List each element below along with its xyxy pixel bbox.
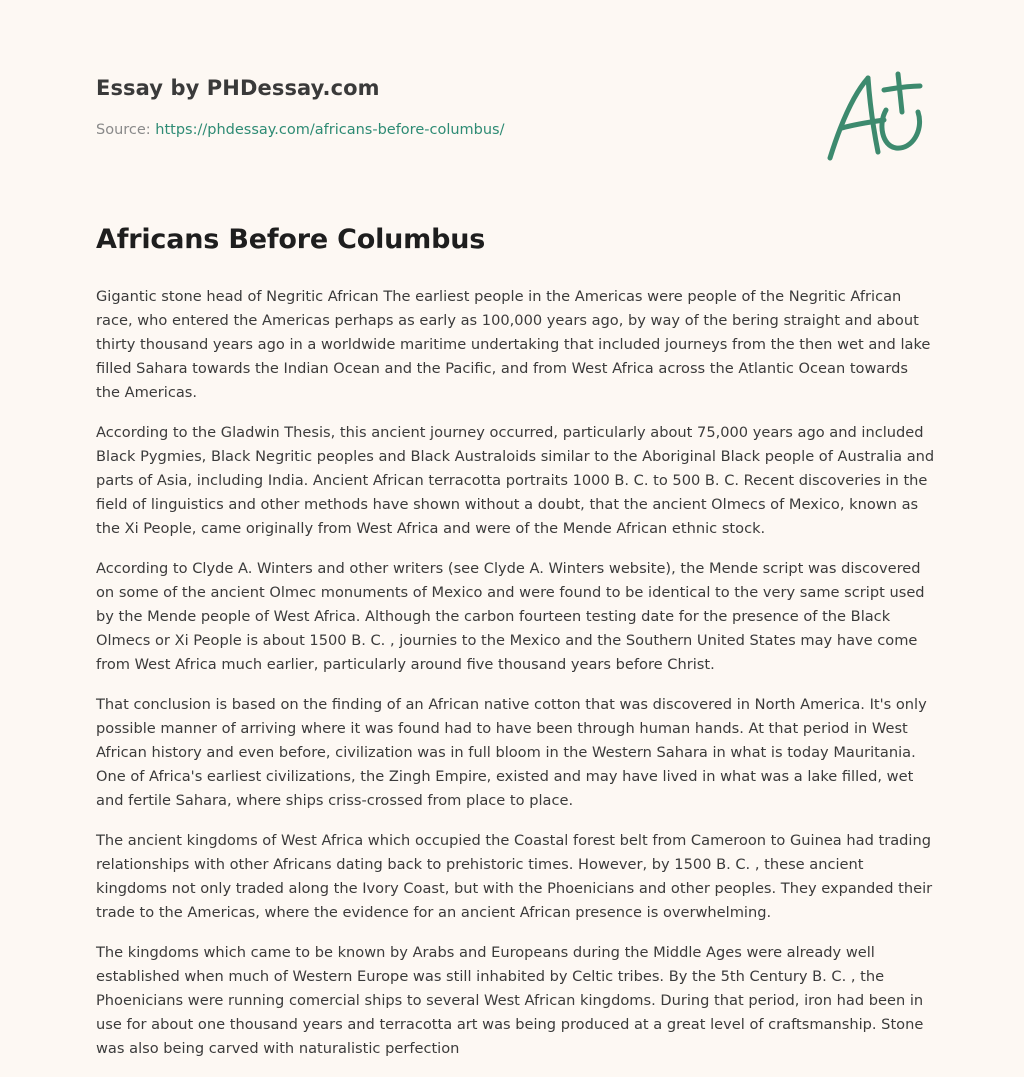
article-paragraph: The ancient kingdoms of West Africa which occupied the Coastal forest belt from Cameroon to Guinea had trading relationships with other Africans dating back to prehistoric times. However, by 1500 B. C. , these ancient kingdoms not only traded along the Ivory Coast, but with the Phoenicians and other peoples. They expanded their trade to the Americas, where the evidence for an ancient African presence is overwhelming. — [96, 832, 933, 921]
article-title: Africans Before Columbus — [96, 224, 486, 255]
source-label: Source: — [96, 122, 156, 138]
article-paragraph: The kingdoms which came to be known by Arabs and Europeans during the Middle Ages were already well established when much of Western Europe was still inhabited by Celtic tribes. By the 5th Century B. C. , the Phoenicians were running comercial ships to several West African kingdoms. During that period, iron had been in use for about one thousand years and terracotta art was being produced at a great level of craftsmanship. Stone was also being carved with naturalistic perfection — [96, 944, 924, 1057]
essay-header — [96, 76, 796, 138]
source-line — [96, 122, 796, 138]
article-paragraph: That conclusion is based on the finding of an African native cotton that was discovered in North America. It's only possible manner of arriving where it was found had to have been through human hands. At that period in West African history and even before, civilization was in full bloom in the Western Sahara in what is today Mauritania. One of Africa's earliest civilizations, the Zingh Empire, existed and may have lived in what was a lake filled, wet and fertile Sahara, where ships criss-crossed from place to place. — [96, 696, 927, 809]
article-body — [96, 285, 936, 1077]
a-plus-icon — [820, 66, 930, 166]
article-paragraph: According to Clyde A. Winters and other writers (see Clyde A. Winters website), the Mende script was discovered on some of the ancient Olmec monuments of Mexico and were found to be identical to the very same script used by the Mende people of West Africa. Although the carbon fourteen testing date for the presence of the Black Olmecs or Xi People is about 1500 B. C. , journies to the Mexico and the Southern United States may have come from West Africa much earlier, particularly around five thousand years before Christ. — [96, 560, 925, 673]
article-paragraph: Gigantic stone head of Negritic African The earliest people in the Americas were people of the Negritic African race, who entered the Americas perhaps as early as 100,000 years ago, by way of the bering straight and about thirty thousand years ago in a worldwide maritime undertaking that included journeys from the then wet and lake filled Sahara towards the Indian Ocean and the Pacific, and from West Africa across the Atlantic Ocean towards the Americas. — [96, 288, 931, 401]
source-link[interactable]: https://phdessay.com/africans-before-columbus/ — [155, 122, 505, 138]
site-brand: Essay by PHDessay.com — [96, 76, 380, 100]
article-paragraph: According to the Gladwin Thesis, this ancient journey occurred, particularly about 75,000 years ago and included Black Pygmies, Black Negritic peoples and Black Australoids similar to the Aboriginal Black people of Australia and parts of Asia, including India. Ancient African terracotta portraits 1000 B. C. to 500 B. C. Recent discoveries in the field of linguistics and other methods have shown without a doubt, that the ancient Olmecs of Mexico, known as the Xi People, came originally from West Africa and were of the Mende African ethnic stock. — [96, 424, 935, 537]
